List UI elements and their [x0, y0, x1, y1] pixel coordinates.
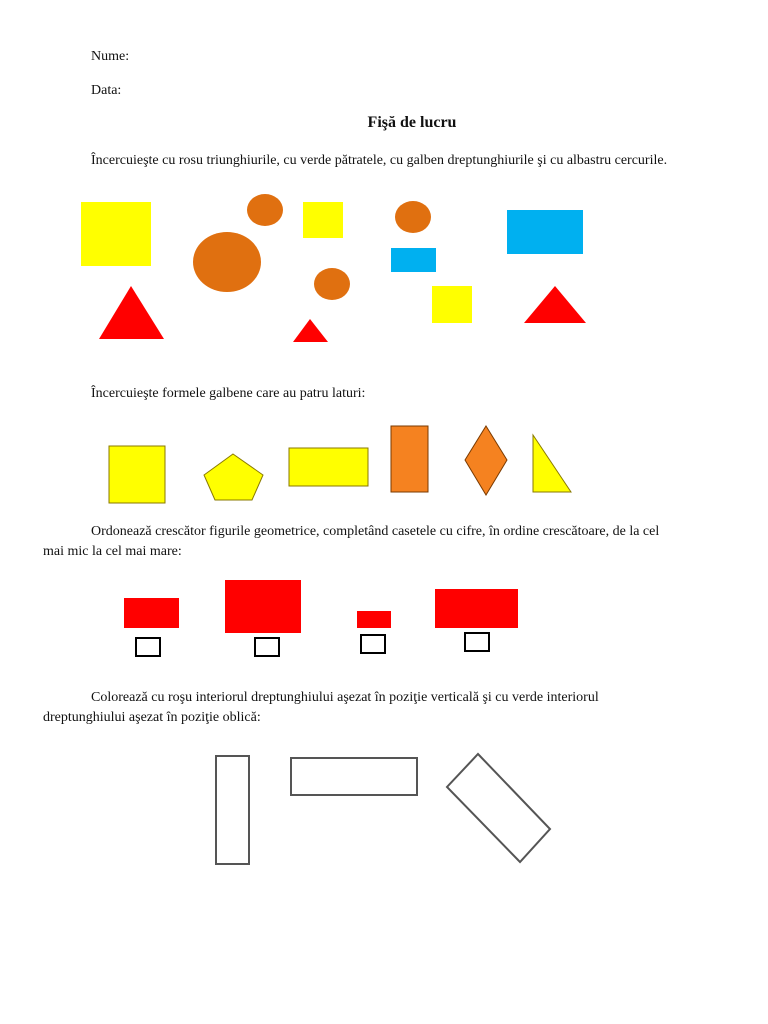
red-rectangle	[357, 611, 391, 628]
exercise-3-instruction	[43, 522, 743, 562]
yellow-square	[109, 446, 165, 503]
exercise-3-line-2: mai mic la cel mai mare:	[43, 544, 182, 559]
answer-box[interactable]	[465, 633, 489, 651]
yellow-triangle	[533, 435, 571, 492]
yellow-square	[303, 202, 343, 238]
exercise-4-instruction	[43, 688, 743, 728]
date-label: Data:	[91, 83, 122, 98]
exercise-2-instruction: Încercuieşte formele galbene care au patru laturi:	[91, 386, 366, 401]
blue-rectangle	[507, 210, 583, 254]
red-triangle	[99, 286, 164, 339]
exercise-4-line-1: Colorează cu roşu interiorul dreptunghiului aşezat în poziţie verticală şi cu verde interiorul	[91, 690, 599, 705]
answer-box[interactable]	[255, 638, 279, 656]
answer-box[interactable]	[361, 635, 385, 653]
yellow-square	[81, 202, 151, 266]
orange-rhombus	[465, 426, 507, 495]
vertical-rectangle[interactable]	[216, 756, 249, 864]
red-triangle	[293, 319, 328, 342]
exercise-3-shapes	[0, 575, 768, 665]
red-rectangle	[225, 580, 301, 633]
yellow-rectangle	[289, 448, 368, 486]
orange-circle	[193, 232, 261, 292]
red-rectangle	[124, 598, 179, 628]
orange-rectangle	[391, 426, 428, 492]
blue-rectangle	[391, 248, 436, 272]
orange-circle	[314, 268, 350, 300]
page-title: Fişă de lucru	[367, 114, 457, 131]
exercise-2-shapes	[0, 420, 768, 520]
exercise-4-line-2: dreptunghiului aşezat în poziţie oblică:	[43, 710, 261, 725]
red-triangle	[524, 286, 586, 323]
horizontal-rectangle[interactable]	[291, 758, 417, 795]
exercise-1-shapes	[0, 180, 768, 380]
yellow-square	[432, 286, 472, 323]
orange-circle	[395, 201, 431, 233]
answer-box[interactable]	[136, 638, 160, 656]
exercise-1-instruction: Încercuieşte cu rosu triunghiurile, cu verde pătratele, cu galben dreptunghiurile şi cu albastru cercurile.	[91, 153, 668, 168]
exercise-3-line-1: Ordonează crescător figurile geometrice, completând casetele cu cifre, în ordine crescătoare, de la cel	[91, 524, 660, 539]
exercise-4-shapes	[0, 745, 768, 885]
red-rectangle	[435, 589, 518, 628]
oblique-rectangle[interactable]	[447, 754, 550, 862]
yellow-pentagon	[204, 454, 263, 500]
orange-circle	[247, 194, 283, 226]
name-label: Nume:	[91, 49, 130, 64]
